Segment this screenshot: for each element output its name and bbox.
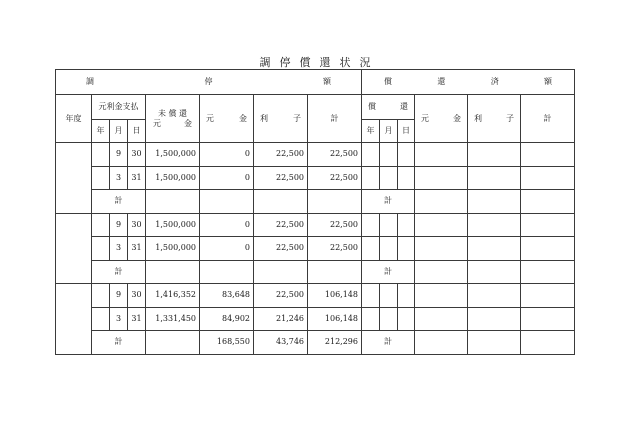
subtotal-balance bbox=[146, 190, 200, 214]
subtotal-repaid-interest bbox=[468, 260, 521, 284]
repaid-interest-cell bbox=[468, 237, 521, 261]
header-repaid-total: 計 bbox=[521, 95, 575, 143]
subtotal-repaid-principal bbox=[415, 331, 468, 355]
subtotal-total bbox=[308, 190, 362, 214]
subtotal-repaid-interest bbox=[468, 190, 521, 214]
subtotal-balance bbox=[146, 260, 200, 284]
total-cell: 22,500 bbox=[308, 237, 362, 261]
repaid-day-cell bbox=[398, 307, 415, 331]
repaid-interest-cell bbox=[468, 143, 521, 167]
month-cell: 3 bbox=[110, 166, 128, 190]
subtotal-interest bbox=[254, 190, 308, 214]
repaid-interest-cell bbox=[468, 307, 521, 331]
title-char: 還 bbox=[319, 56, 331, 69]
header-fiscal-year: 年度 bbox=[56, 95, 92, 143]
principal-cell: 83,648 bbox=[200, 284, 254, 308]
repaid-interest-cell bbox=[468, 213, 521, 237]
header-group-repaid-amount: 償 還 済 額 bbox=[362, 70, 575, 95]
year-cell bbox=[92, 284, 110, 308]
title-char: 況 bbox=[359, 56, 371, 69]
interest-cell: 22,500 bbox=[254, 213, 308, 237]
principal-cell: 0 bbox=[200, 166, 254, 190]
day-cell: 30 bbox=[128, 143, 146, 167]
subtotal-repaid-total bbox=[521, 331, 575, 355]
repayment-ledger-table bbox=[55, 69, 575, 355]
repaid-interest-cell bbox=[468, 284, 521, 308]
principal-cell: 84,902 bbox=[200, 307, 254, 331]
year-cell bbox=[92, 307, 110, 331]
subtotal-principal bbox=[200, 190, 254, 214]
day-cell: 31 bbox=[128, 237, 146, 261]
subtotal-repaid-total bbox=[521, 190, 575, 214]
subtotal-label: 計 bbox=[92, 331, 146, 355]
subtotal-label: 計 bbox=[92, 260, 146, 284]
header-group-adjusted-amount: 調 停 額 bbox=[56, 70, 362, 95]
repaid-month-cell bbox=[380, 143, 398, 167]
interest-cell: 21,246 bbox=[254, 307, 308, 331]
total-cell: 22,500 bbox=[308, 143, 362, 167]
balance-cell: 1,500,000 bbox=[146, 166, 200, 190]
fiscal-year-cell bbox=[56, 213, 92, 284]
subtotal-balance bbox=[146, 331, 200, 355]
month-cell: 9 bbox=[110, 284, 128, 308]
table-row bbox=[56, 213, 575, 237]
repaid-month-cell bbox=[380, 213, 398, 237]
repaid-interest-cell bbox=[468, 166, 521, 190]
repaid-day-cell bbox=[398, 284, 415, 308]
subtotal-repaid-principal bbox=[415, 260, 468, 284]
subtotal-label-repaid: 計 bbox=[362, 190, 415, 214]
header-payment-date: 元利金支払 bbox=[92, 95, 146, 120]
principal-cell: 0 bbox=[200, 213, 254, 237]
subtotal-principal bbox=[200, 260, 254, 284]
repaid-total-cell bbox=[521, 166, 575, 190]
header-principal: 元 金 bbox=[200, 95, 254, 143]
subtotal-interest: 43,746 bbox=[254, 331, 308, 355]
day-cell: 31 bbox=[128, 166, 146, 190]
subtotal-repaid-principal bbox=[415, 190, 468, 214]
total-cell: 22,500 bbox=[308, 213, 362, 237]
header-year: 年 bbox=[92, 120, 110, 143]
repaid-day-cell bbox=[398, 143, 415, 167]
subtotal-total: 212,296 bbox=[308, 331, 362, 355]
day-cell: 30 bbox=[128, 284, 146, 308]
repaid-day-cell bbox=[398, 213, 415, 237]
header-day: 日 bbox=[128, 120, 146, 143]
repaid-total-cell bbox=[521, 143, 575, 167]
title-char: 停 bbox=[279, 56, 291, 69]
month-cell: 9 bbox=[110, 213, 128, 237]
year-cell bbox=[92, 213, 110, 237]
fiscal-year-cell bbox=[56, 284, 92, 355]
repaid-year-cell bbox=[362, 284, 380, 308]
header-unpaid-principal: 未 償 還 元 金 bbox=[146, 95, 200, 143]
repaid-year-cell bbox=[362, 237, 380, 261]
repaid-principal-cell bbox=[415, 213, 468, 237]
title-char: 償 bbox=[299, 56, 311, 69]
principal-cell: 0 bbox=[200, 143, 254, 167]
subtotal-row bbox=[56, 190, 575, 214]
year-cell bbox=[92, 143, 110, 167]
year-cell bbox=[92, 237, 110, 261]
subtotal-repaid-interest bbox=[468, 331, 521, 355]
subtotal-total bbox=[308, 260, 362, 284]
repaid-principal-cell bbox=[415, 166, 468, 190]
repaid-principal-cell bbox=[415, 284, 468, 308]
subtotal-repaid-total bbox=[521, 260, 575, 284]
repaid-month-cell bbox=[380, 166, 398, 190]
repaid-total-cell bbox=[521, 213, 575, 237]
repaid-month-cell bbox=[380, 284, 398, 308]
header-year-2: 年 bbox=[362, 120, 380, 143]
repaid-total-cell bbox=[521, 307, 575, 331]
title-char: 調 bbox=[259, 56, 271, 69]
header-month: 月 bbox=[110, 120, 128, 143]
table-row bbox=[56, 143, 575, 167]
principal-cell: 0 bbox=[200, 237, 254, 261]
repaid-month-cell bbox=[380, 307, 398, 331]
header-repaid-principal: 元 金 bbox=[415, 95, 468, 143]
repaid-year-cell bbox=[362, 213, 380, 237]
header-total: 計 bbox=[308, 95, 362, 143]
repaid-month-cell bbox=[380, 237, 398, 261]
document-title bbox=[0, 54, 630, 70]
interest-cell: 22,500 bbox=[254, 166, 308, 190]
interest-cell: 22,500 bbox=[254, 284, 308, 308]
subtotal-row bbox=[56, 260, 575, 284]
month-cell: 3 bbox=[110, 307, 128, 331]
month-cell: 9 bbox=[110, 143, 128, 167]
balance-cell: 1,500,000 bbox=[146, 237, 200, 261]
header-interest: 利 子 bbox=[254, 95, 308, 143]
day-cell: 31 bbox=[128, 307, 146, 331]
total-cell: 106,148 bbox=[308, 284, 362, 308]
table-row bbox=[56, 284, 575, 308]
subtotal-label-repaid: 計 bbox=[362, 260, 415, 284]
header-repayment-date: 償 還 bbox=[362, 95, 415, 120]
interest-cell: 22,500 bbox=[254, 143, 308, 167]
subtotal-interest bbox=[254, 260, 308, 284]
subtotal-label: 計 bbox=[92, 190, 146, 214]
repaid-principal-cell bbox=[415, 307, 468, 331]
title-char: 状 bbox=[339, 56, 351, 69]
balance-cell: 1,500,000 bbox=[146, 143, 200, 167]
repaid-year-cell bbox=[362, 143, 380, 167]
repaid-year-cell bbox=[362, 166, 380, 190]
subtotal-principal: 168,550 bbox=[200, 331, 254, 355]
balance-cell: 1,331,450 bbox=[146, 307, 200, 331]
header-month-2: 月 bbox=[380, 120, 398, 143]
total-cell: 22,500 bbox=[308, 166, 362, 190]
table-row bbox=[56, 307, 575, 331]
subtotal-row bbox=[56, 331, 575, 355]
header-day-2: 日 bbox=[398, 120, 415, 143]
repaid-total-cell bbox=[521, 284, 575, 308]
fiscal-year-cell bbox=[56, 143, 92, 214]
header-repaid-interest: 利 子 bbox=[468, 95, 521, 143]
repaid-day-cell bbox=[398, 166, 415, 190]
table-row bbox=[56, 166, 575, 190]
balance-cell: 1,500,000 bbox=[146, 213, 200, 237]
interest-cell: 22,500 bbox=[254, 237, 308, 261]
header-row-2 bbox=[56, 95, 575, 120]
balance-cell: 1,416,352 bbox=[146, 284, 200, 308]
day-cell: 30 bbox=[128, 213, 146, 237]
header-row-1 bbox=[56, 70, 575, 95]
table-row bbox=[56, 237, 575, 261]
repaid-principal-cell bbox=[415, 237, 468, 261]
repaid-year-cell bbox=[362, 307, 380, 331]
year-cell bbox=[92, 166, 110, 190]
month-cell: 3 bbox=[110, 237, 128, 261]
subtotal-label-repaid: 計 bbox=[362, 331, 415, 355]
repaid-principal-cell bbox=[415, 143, 468, 167]
repaid-total-cell bbox=[521, 237, 575, 261]
repaid-day-cell bbox=[398, 237, 415, 261]
total-cell: 106,148 bbox=[308, 307, 362, 331]
